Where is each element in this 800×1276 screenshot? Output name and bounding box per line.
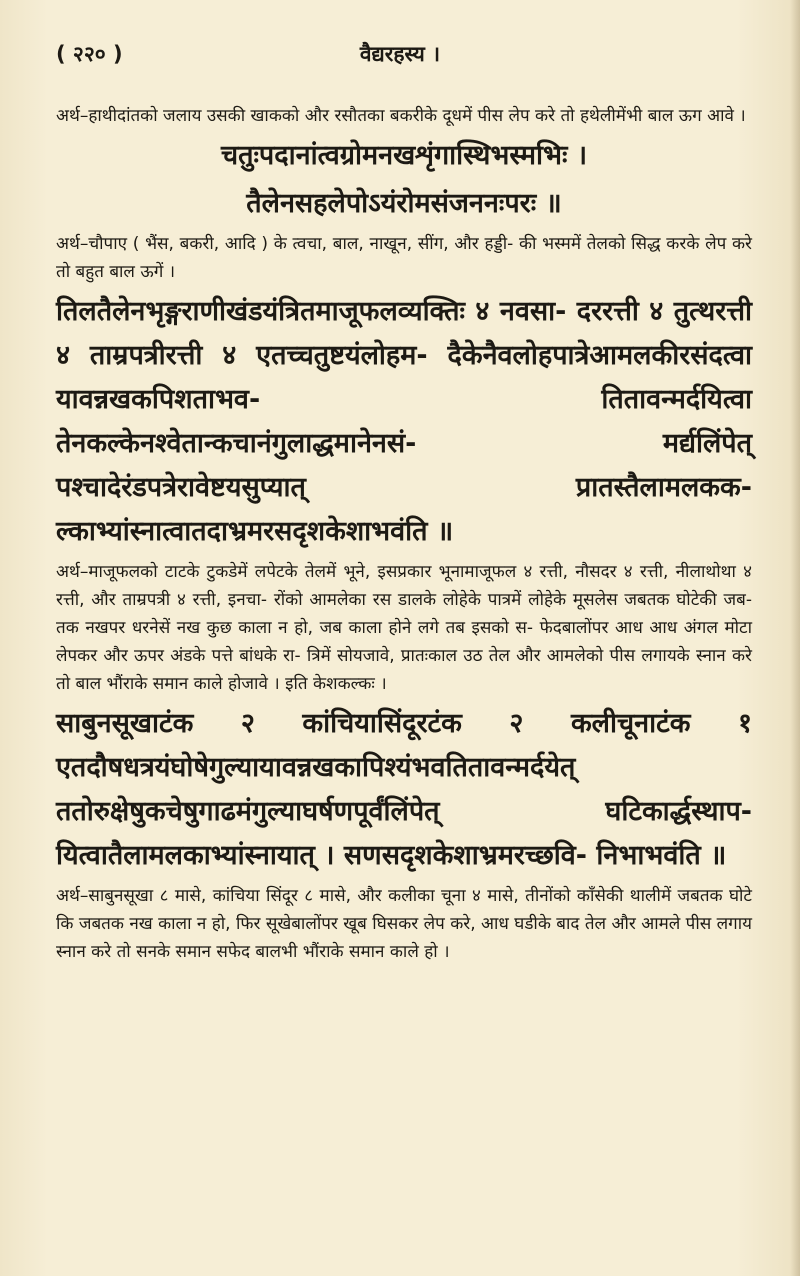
page-edge-shadow (790, 0, 800, 1276)
translation-paragraph: अर्थ–साबुनसूखा ८ मासे, कांचिया सिंदूर ८ मासे, और कलीका चूना ४ मासे, तीनोंको काँसेकी थालीमें जबतक घोटे कि जबतक नख काला न हो, फिर सूखेबालोंपर खूब घिसकर लेप करे, आध घडीके बाद तेल और आमले पीस लगाय स्नान करे तो सनके समान सफेद बालभी भौंराके समान काले हो । (56, 886, 752, 962)
page-body (56, 102, 752, 970)
page-header (48, 40, 752, 80)
page-number: ( २२० ) (56, 42, 123, 66)
translation-paragraph: अर्थ–चौपाए ( भैंस, बकरी, आदि ) के त्वचा, बाल, नाखून, सींग, और हड्डी- की भस्ममें तेलको सिद्ध करके लेप करे तो बहुत बाल ऊगें । (56, 234, 752, 282)
translation-paragraph: अर्थ–माजूफलको टाटके टुकडेमें लपेटके तेलमें भूने, इसप्रकार भूनामाजूफल ४ रत्ती, नौसदर ४ रत्ती, नीलाथोथा ४ रत्ती, और ताम्रपत्री ४ रत्ती, इनचा- रोंको आमलेका रस डालके लोहेके पात्रमें लोहेके मूसलेस जबतक घोटेकी जब- तक नखपर धरनेसें नख कुछ काला न हो, जब काला होने लगे तब इसको स- फेदबालोंपर आध आध अंगल मोटा लेपकर और ऊपर अंडके पत्ते बांधके रा- त्रिमें सोयजावे, प्रातःकाल उठ तेल और आमलेको पीस लगायके स्नान करे तो बाल भौंराके समान काले होजावे । इति केशकल्कः । (56, 562, 752, 694)
sanskrit-verse-line: तैलेनसहलेपोऽयंरोमसंजननःपरः ॥ (246, 188, 562, 219)
running-title: वैद्यरहस्य । (359, 42, 441, 66)
sanskrit-verse-block: साबुनसूखाटंक २ कांचियासिंदूरटंक २ कलीचूनाटंक १ एतदौषधत्रयंघोषेगुल्यायावन्नखकापिश्यंभवतितावन्मर्दयेत् ततोरुक्षेषुकचेषुगाढमंगुल्याघर्षणपूर्वंलिंपेत् घटिकार्द्धस्थाप- यित्वातैलामलकाभ्यांस्नायात् । सणसदृशकेशाभ्रमरच्छवि- निभाभवंति ॥ (56, 708, 752, 871)
sanskrit-verse-block: तिलतैलेनभृङ्गराणीखंडयंत्रितमाजूफलव्यक्तिः ४ नवसा- दररत्ती ४ तुत्थरत्ती ४ ताम्रपत्रीरत्ती ४ एतच्चतुष्टयंलोहम- दैकेनैवलोहपात्रेआमलकीरसंदत्वा यावन्नखकपिशताभव- तितावन्मर्दयित्वा तेनकल्केनश्वेतान्कचानंगुलाद्धमानेनसं- मर्द्यलिंपेत् पश्चादेरंडपत्रेरावेष्टयसुप्यात् प्रातस्तैलामलकक- ल्काभ्यांस्नात्वातदाभ्रमरसदृशकेशाभवंति ॥ (56, 296, 752, 547)
translation-paragraph: अर्थ–हाथीदांतको जलाय उसकी खाकको और रसौतका बकरीके दूधमें पीस लेप करे तो हथेलीमेंभी बाल ऊग आवे । (56, 106, 746, 126)
sanskrit-verse-line: चतुःपदानांत्वग्रोमनखशृंगास्थिभस्मभिः । (220, 140, 588, 171)
